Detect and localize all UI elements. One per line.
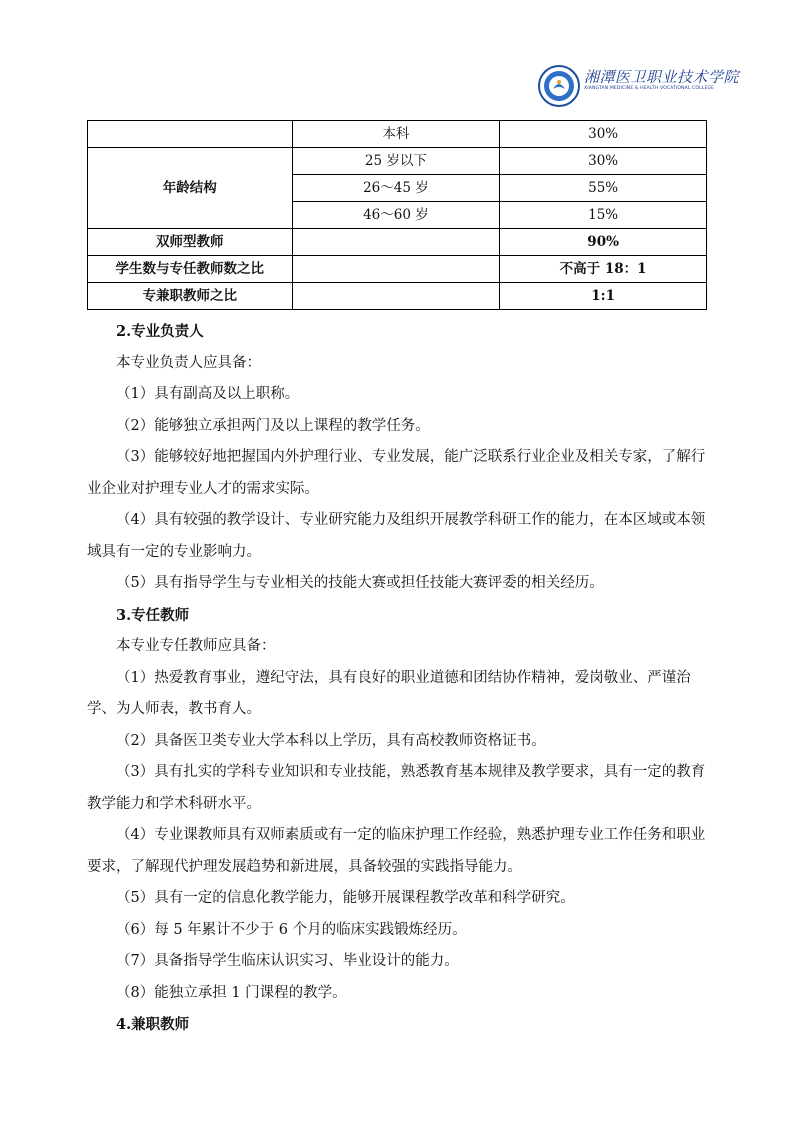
list-item: （3）具有扎实的学科专业知识和专业技能，熟悉教育基本规律及教学要求，具有一定的教育教学能力和学术科研水平。 [87, 764, 706, 812]
section-heading-parttime-teachers: 4.兼职教师 [116, 1016, 190, 1033]
table-cell: 双师型教师 [88, 229, 293, 256]
logo-text-chinese: 湘潭医卫职业技术学院 [584, 68, 740, 86]
section-heading-fulltime-teachers: 3.专任教师 [116, 606, 190, 624]
list-item: （7）具备指导学生临床认识实习、毕业设计的能力。 [116, 953, 459, 969]
table-row [88, 121, 707, 148]
table-row [88, 148, 707, 175]
list-item: （3）能够较好地把握国内外护理行业、专业发展，能广泛联系行业企业及相关专家，了解行业企业对护理专业人才的需求实际。 [87, 449, 706, 497]
college-emblem-icon [538, 65, 580, 107]
table-cell: 30% [500, 148, 707, 175]
table-row [88, 256, 707, 283]
list-item: （8）能独立承担 1 门课程的教学。 [116, 984, 347, 1001]
table-row [88, 229, 707, 256]
college-logo [538, 62, 738, 114]
table-cell: 55% [500, 175, 707, 202]
table-cell [88, 121, 293, 148]
list-item: （4）专业课教师具有双师素质或有一定的临床护理工作经验，熟悉护理专业工作任务和职业要求，了解现代护理发展趋势和新进展，具备较强的实践指导能力。 [87, 827, 706, 875]
staff-structure-table [87, 120, 707, 310]
table-cell: 本科 [292, 121, 500, 148]
list-item: （1）热爱教育事业，遵纪守法，具有良好的职业道德和团结协作精神，爱岗敬业、严谨治学、为人师表，教书育人。 [87, 669, 691, 717]
table-row [88, 283, 707, 310]
table-cell: 不高于 18：1 [500, 256, 707, 283]
section-heading-program-leader: 2.专业负责人 [116, 323, 204, 340]
list-item: （4）具有较强的教学设计、专业研究能力及组织开展教学科研工作的能力，在本区域或本领域具有一定的专业影响力。 [87, 512, 706, 560]
table-cell [292, 256, 500, 283]
table-cell: 专兼职教师之比 [88, 283, 293, 310]
table-cell [292, 283, 500, 310]
list-item: （5）具有指导学生与专业相关的技能大赛或担任技能大赛评委的相关经历。 [116, 575, 604, 591]
list-item: （2）具备医卫类专业大学本科以上学历，具有高校教师资格证书。 [116, 732, 546, 749]
table-cell: 26～45 岁 [292, 175, 500, 202]
table-cell: 90% [500, 229, 707, 256]
table-cell: 30% [500, 121, 707, 148]
document-body [87, 316, 707, 1041]
table-cell: 25 岁以下 [292, 148, 500, 175]
age-structure-label: 年龄结构 [88, 148, 293, 229]
table-cell: 学生数与专任教师数之比 [88, 256, 293, 283]
list-item: （2）能够独立承担两门及以上课程的教学任务。 [116, 417, 430, 434]
list-item: （6）每 5 年累计不少于 6 个月的临床实践锻炼经历。 [116, 921, 467, 938]
list-item: （1）具有副高及以上职称。 [116, 386, 300, 402]
table-cell [292, 229, 500, 256]
list-item: （5）具有一定的信息化教学能力，能够开展课程教学改革和科学研究。 [116, 890, 575, 906]
table-cell: 1:1 [500, 283, 707, 310]
table-cell: 46～60 岁 [292, 202, 500, 229]
logo-text-english: XIANGTAN MEDICINE & HEALTH VOCATIONAL COLLEGE [584, 86, 715, 91]
paragraph: 本专业专任教师应具备： [116, 638, 276, 654]
table-cell: 15% [500, 202, 707, 229]
paragraph: 本专业负责人应具备： [116, 354, 261, 371]
